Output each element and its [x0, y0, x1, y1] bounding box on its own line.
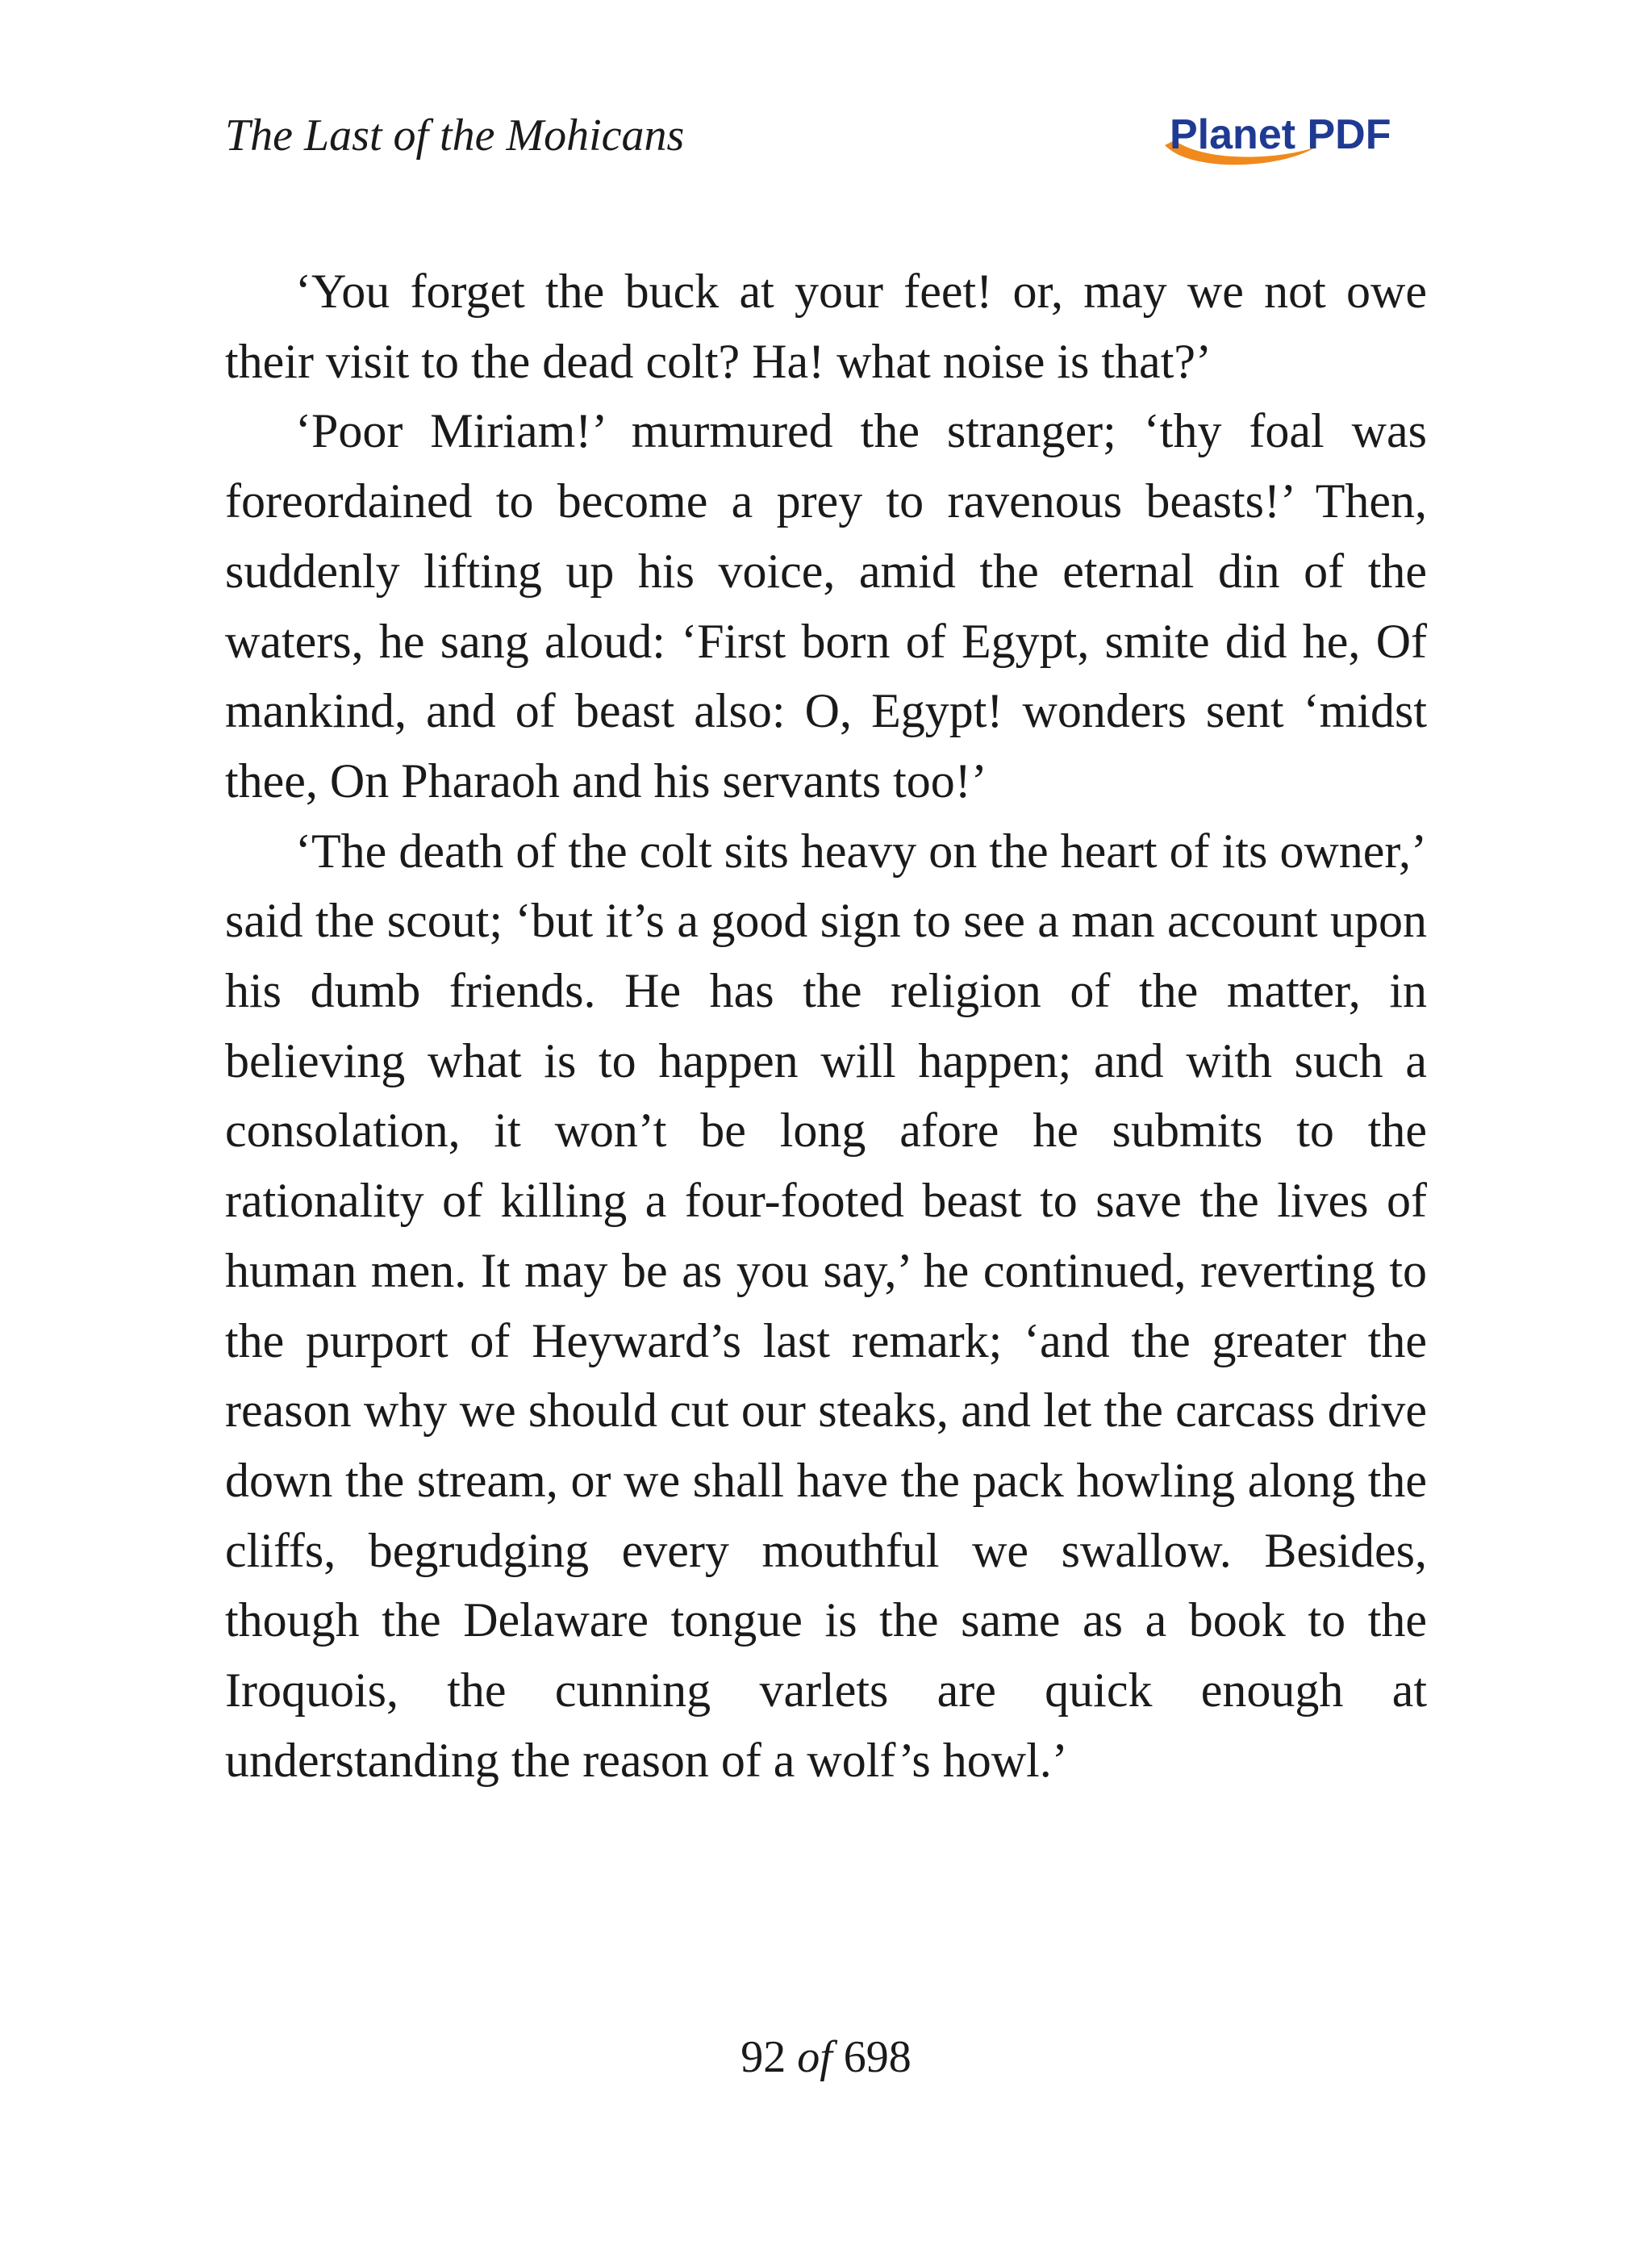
page-of-label: of [797, 2032, 832, 2082]
page-number [0, 2025, 1652, 2089]
current-page: 92 [740, 2032, 786, 2082]
total-pages: 698 [843, 2032, 912, 2082]
paragraph: ‘Poor Miriam!’ murmured the stranger; ‘thy foal was foreordained to become a prey to ravenous beasts!’ Then, suddenly lifting up his voice, amid the eternal din of the waters, he sang aloud: ‘First born of Egypt, smite did he, Of mankind, and of beast also: O, Egypt! wonders sent ‘midst thee, On Pharaoh and his servants too!’ [225, 404, 1427, 808]
logo-text: Planet PDF [1170, 111, 1391, 158]
running-head-title: The Last of the Mohicans [225, 111, 685, 161]
paragraph: ‘The death of the colt sits heavy on the heart of its owner,’ said the scout; ‘but it’s a good sign to see a man account upon his dumb friends. He has the religion of the matter, in believing what is to happen will happen; and with such a consolation, it won’t be long afore he submits to the rationality of killing a four-footed beast to save the lives of human men. It may be as you say,’ he continued, reverting to the purport of Heyward’s last remark; ‘and the greater the reason why we should cut our steaks, and let the carcass drive down the stream, or we shall have the pack howling along the cliffs, begrudging every mouthful we swallow. Besides, though the Delaware tongue is the same as a book to the Iroquois, the cunning varlets are quick enough at understanding the reason of a wolf’s howl.’ [225, 824, 1427, 1787]
planet-swoosh-icon [1158, 95, 1425, 176]
paragraph: ‘You forget the buck at your feet! or, may we not owe their visit to the dead colt? Ha! what noise is that?’ [225, 265, 1427, 388]
planet-pdf-logo [1158, 95, 1425, 176]
body-text [225, 257, 1427, 1795]
